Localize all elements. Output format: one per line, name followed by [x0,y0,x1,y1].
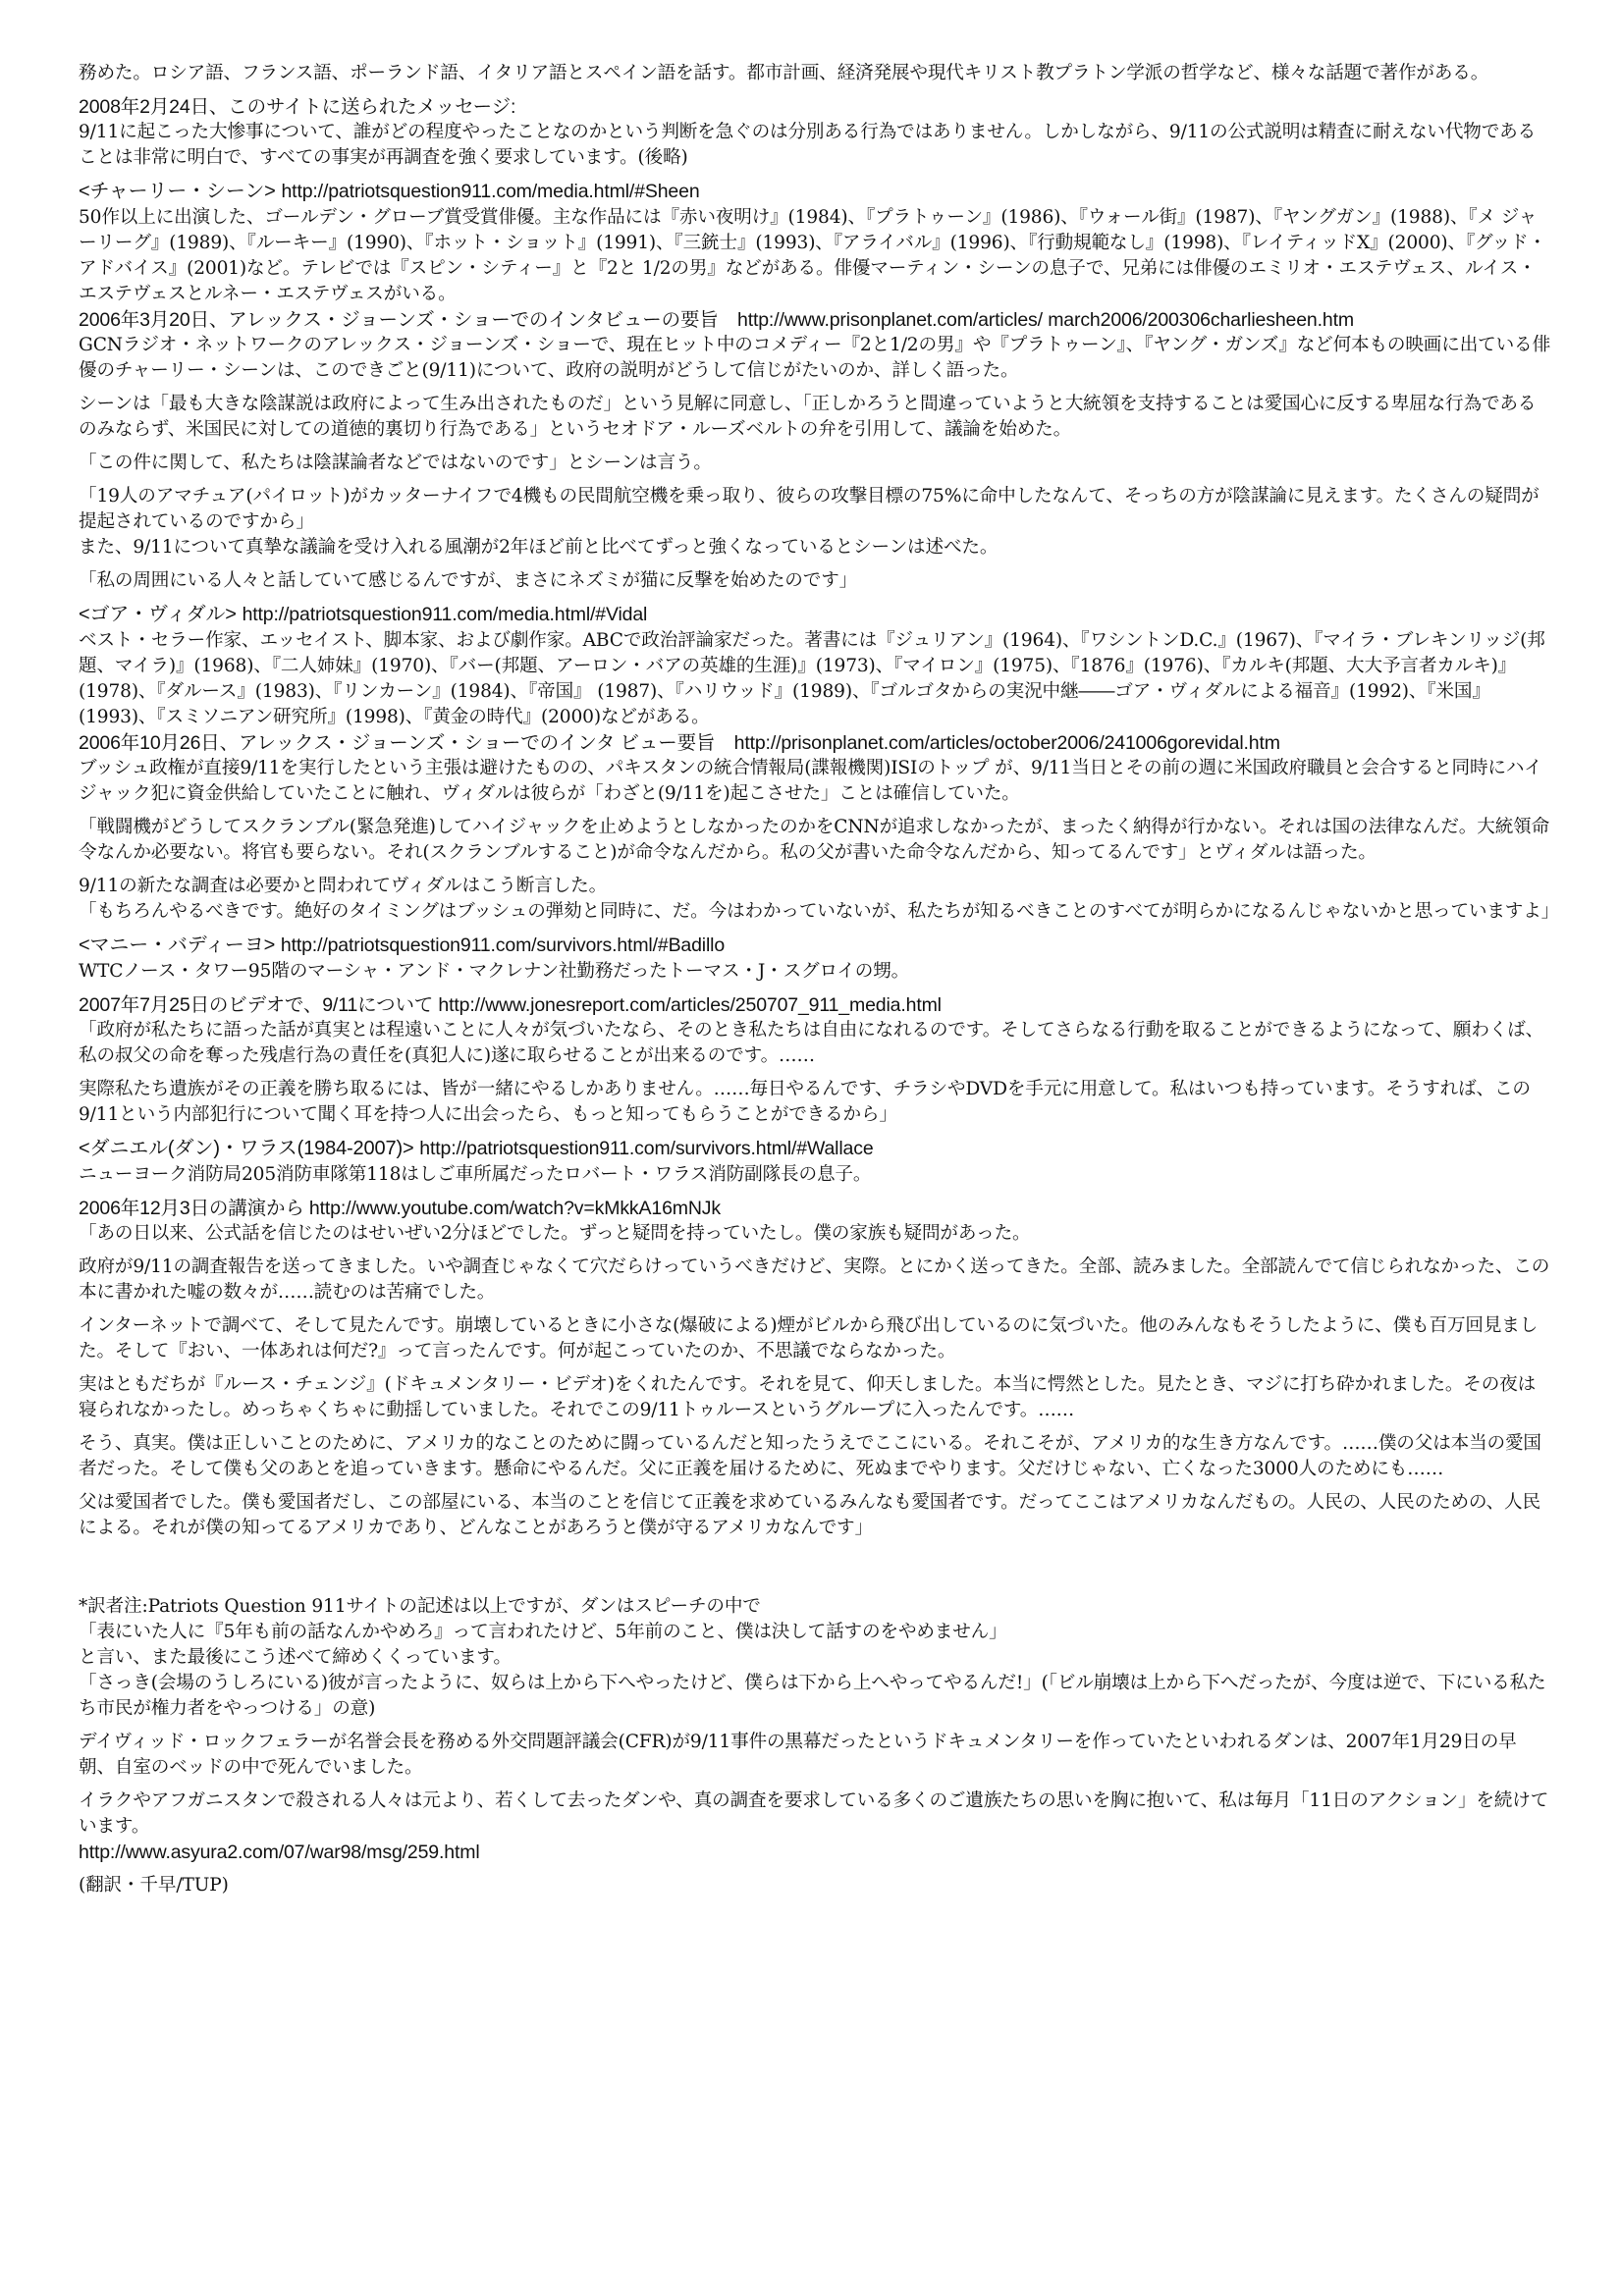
person-heading [79,1136,1551,1162]
paragraph: また、9/11について真摯な議論を受け入れる風潮が2年ほど前と比べてずっと強くなっているとシーンは述べた。 [79,537,999,558]
section-spacer [79,1549,1551,1594]
paragraph: 父は愛国者でした。僕も愛国者だし、この部屋にいる、本当のことを信じて正義を求めているみんなも愛国者です。だってここはアメリカなんだもの。人民の、人民のための、人民による。それが僕の知ってるアメリカであり、どんなことがあろうと僕が守るアメリカなんです」 [79,1492,1540,1538]
section-heading: 2006年12月3日の講演から http://www.youtube.com/watch?v=kMkkA16mNJk [79,1198,722,1219]
paragraph: 「さっき(会場のうしろにいる)彼が言ったように、奴らは上から下へやったけど、僕らは下から上へやってやるんだ!」(「ビル崩壊は上から下へだったが、今度は逆で、下にいる私たち市民が権力者をやっつける」の意) [79,1673,1546,1719]
paragraph: *訳者注:Patriots Question 911サイトの記述は以上ですが、ダンはスピーチの中で [79,1596,761,1617]
paragraph: 「政府が私たちに語った話が真実とは程遠いことに人々が気づいたなら、そのとき私たちは自由になれるのです。そしてさらなる行動を取ることができるようになって、願わくば、私の叔父の命を奪った残虐行為の責任を(真犯人に)遂に取らせることが出来るのです。…… [79,1020,1544,1066]
paragraph: 「この件に関して、私たちは陰謀論者などではないのです」とシーンは言う。 [79,453,712,473]
section-heading: 2006年3月20日、アレックス・ジョーンズ・ショーでのインタビューの要旨 http://www.prisonplanet.com/articles/ march2006/200306charliesheen.htm [79,309,1354,331]
paragraph: 9/11の新たな調査は必要かと問われてヴィダルはこう断言した。 [79,876,608,896]
paragraph: そう、真実。僕は正しいことのために、アメリカ的なことのために闘っているんだと知ったうえでここにいる。それこそが、アメリカ的な生き方なんです。……僕の父は本当の愛国者だった。そして僕も父のあとを追っていきます。懸命にやるんだ。父に正義を届けるために、死ぬまでやります。父だけじゃない、亡くなった3000人のためにも…… [79,1433,1541,1479]
paragraph: ニューヨーク消防局205消防車隊第118はしご車所属だったロバート・ワラス消防副隊長の息子。 [79,1164,872,1185]
section-heading: 2006年10月26日、アレックス・ジョーンズ・ショーでのインタ ビュー要旨 http://prisonplanet.com/articles/october2006/241006gorevidal.htm [79,732,1280,754]
source-url: http://www.asyura2.com/07/war98/msg/259.html [79,1842,480,1863]
paragraph: 50作以上に出演した、ゴールデン・グローブ賞受賞俳優。主な作品には『赤い夜明け』(1984)、『プラトゥーン』(1986)、『ウォール街』(1987)、『ヤングガン』(1988)、『メ ジャーリーグ』(1989)、『ルーキー』(1990)、『ホット・ショット』(1991)、『三銃士』(1993)、『アライバル』(1996)、『行動規範なし』(1998)、『レイティッドX』(2000)、『グッド・アドバイス』(2001)など。テレビでは『スピン・シティー』と『2と 1/2の男』などがある。俳優マーティン・シーンの息子で、兄弟には俳優のエミリオ・エステヴェス、ルイス・エステヴェスとルネー・エステヴェスがいる。 [79,207,1546,304]
paragraph: (翻訳・千早/TUP) [79,1875,229,1896]
person-heading [79,933,1551,959]
paragraph: GCNラジオ・ネットワークのアレックス・ジョーンズ・ショーで、現在ヒット中のコメディー『2と1/2の男』や『プラトゥーン』、『ヤング・ガンズ』など何本もの映画に出ている俳優のチャーリー・シーンは、このできごと(9/11)について、政府の説明がどうして信じがたいのか、詳しく語った。 [79,335,1550,381]
person-heading [79,179,1551,205]
document-body [79,61,1560,1898]
paragraph: 実際私たち遺族がその正義を勝ち取るには、皆が一緒にやるしかありません。……毎日やるんです、チラシやDVDを手元に用意して。私はいつも持っています。そうすれば、この9/11という内部犯行について聞く耳を持つ人に出会ったら、もっと知ってもらうことができるから」 [79,1079,1531,1125]
person-url: http://patriotsquestion911.com/media.html/#Vidal [242,604,648,625]
paragraph: イラクやアフガニスタンで殺される人々は元より、若くして去ったダンや、真の調査を要求している多くのご遺族たちの思いを胸に抱いて、私は毎月「11日のアクション」を続けています。 [79,1790,1549,1837]
section-heading: 2008年2月24日、このサイトに送られたメッセージ: [79,96,516,118]
paragraph: 「あの日以来、公式話を信じたのはせいぜい2分ほどでした。ずっと疑問を持っていたし。僕の家族も疑問があった。 [79,1223,1031,1244]
paragraph: 「19人のアマチュア(パイロット)がカッターナイフで4機もの民間航空機を乗っ取り、彼らの攻撃目標の75%に命中したなんて、そっちの方が陰謀論に見えます。たくさんの疑問が提起されているのですから」 [79,486,1539,532]
paragraph: 実はともだちが『ルース・チェンジ』(ドキュメンタリー・ビデオ)をくれたんです。それを見て、仰天しました。本当に愕然とした。見たとき、マジに打ち砕かれました。その夜は寝られなかったし。めっちゃくちゃに動揺していました。それでこの9/11トゥルースというグループに入ったんです。…… [79,1374,1537,1420]
person-name: <マニー・バディーヨ> [79,934,276,956]
paragraph: 「私の周囲にいる人々と話していて感じるんですが、まさにネズミが猫に反撃を始めたのです」 [79,570,858,591]
paragraph: 「戦闘機がどうしてスクランブル(緊急発進)してハイジャックを止めようとしなかったのかをCNNが追求しなかったが、まったく納得が行かない。それは国の法律なんだ。大統領命令なんか必要ない。将官も要らない。それ(スクランブルすること)が命令なんだから。私の父が書いた命令なんだから、知ってるんです」とヴィダルは語った。 [79,817,1550,863]
person-name: <ダニエル(ダン)・ワラス(1984-2007)> [79,1138,414,1159]
paragraph: 務めた。ロシア語、フランス語、ポーランド語、イタリア語とスペイン語を話す。都市計画、経済発展や現代キリスト教プラトン学派の哲学など、様々な話題で著作がある。 [79,63,1489,83]
paragraph: と言い、また最後にこう述べて締めくくっています。 [79,1647,512,1668]
person-url: http://patriotsquestion911.com/media.html/#Sheen [281,181,700,202]
paragraph: 政府が9/11の調査報告を送ってきました。いや調査じゃなくて穴だらけっていうべきだけど、実際。とにかく送ってきた。全部、読みました。全部読んでて信じられなかった、この本に書かれた嘘の数々が……読むのは苦痛でした。 [79,1256,1550,1303]
paragraph: WTCノース・タワー95階のマーシャ・アンド・マクレナン社勤務だったトーマス・J・スグロイの甥。 [79,961,910,982]
section-heading: 2007年7月25日のビデオで、9/11について http://www.jonesreport.com/articles/250707_911_media.html [79,994,942,1016]
paragraph: インターネットで調べて、そして見たんです。崩壊しているときに小さな(爆破による)煙がビルから飛び出しているのに気づいた。他のみんなもそうしたように、僕も百万回見ました。そして『おい、一体あれは何だ?』って言ったんです。何が起こっていたのか、不思議でならなかった。 [79,1315,1539,1362]
paragraph: デイヴィッド・ロックフェラーが名誉会長を務める外交問題評議会(CFR)が9/11事件の黒幕だったというドキュメンタリーを作っていたといわれるダンは、2007年1月29日の早朝、自室のベッドの中で死んでいました。 [79,1732,1517,1778]
paragraph: シーンは「最も大きな陰謀説は政府によって生み出されたものだ」という見解に同意し、「正しかろうと間違っていようと大統領を支持することは愛国心に反する卑屈な行為であるのみならず、米国民に対しての道徳的裏切り行為である」というセオドア・ルーズベルトの弁を引用して、議論を始めた。 [79,394,1537,440]
paragraph: 「表にいた人に『5年も前の話なんかやめろ』って言われたけど、5年前のこと、僕は決して話すのをやめません」 [79,1622,1007,1642]
person-heading [79,602,1551,628]
paragraph: ブッシュ政権が直接9/11を実行したという主張は避けたものの、パキスタンの統合情報局(諜報機関)ISIのトップ が、9/11当日とその前の週に米国政府職員と会合すると同時にハイジャック犯に資金供給していたことに触れ、ヴィダルは彼らが「わざと(9/11を)起こさせた」ことは確信していた。 [79,758,1542,804]
person-name: <チャーリー・シーン> [79,181,276,202]
paragraph: 「もちろんやるべきです。絶好のタイミングはブッシュの弾劾と同時に、だ。今はわかっていないが、私たちが知るべきことのすべてが明らかになるんじゃないかと思っていますよ」 [79,901,1560,922]
person-url: http://patriotsquestion911.com/survivors.html/#Wallace [419,1138,874,1159]
paragraph: 9/11に起こった大惨事について、誰がどの程度やったことなのかという判断を急ぐのは分別ある行為ではありません。しかしながら、9/11の公式説明は精査に耐えない代物であることは非常に明白で、すべての事実が再調査を強く要求しています。(後略) [79,122,1537,168]
paragraph: ベスト・セラー作家、エッセイスト、脚本家、および劇作家。ABCで政治評論家だった。著書には『ジュリアン』(1964)、『ワシントンD.C.』(1967)、『マイラ・ブレキンリッジ(邦題、マイラ)』(1968)、『二人姉妹』(1970)、『バー(邦題、アーロン・バアの英雄的生涯)』(1973)、『マイロン』(1975)、『1876』(1976)、『カルキ(邦題、大大予言者カルキ)』(1978)、『ダルース』(1983)、『リンカーン』(1984)、『帝国』 (1987)、『ハリウッド』(1989)、『ゴルゴタからの実況中継――ゴア・ヴィダルによる福音』(1992)、『米国』(1993)、『スミソニアン研究所』(1998)、『黄金の時代』(2000)などがある。 [79,630,1545,727]
person-name: <ゴア・ヴィダル> [79,604,237,625]
person-url: http://patriotsquestion911.com/survivors.html/#Badillo [280,934,726,956]
